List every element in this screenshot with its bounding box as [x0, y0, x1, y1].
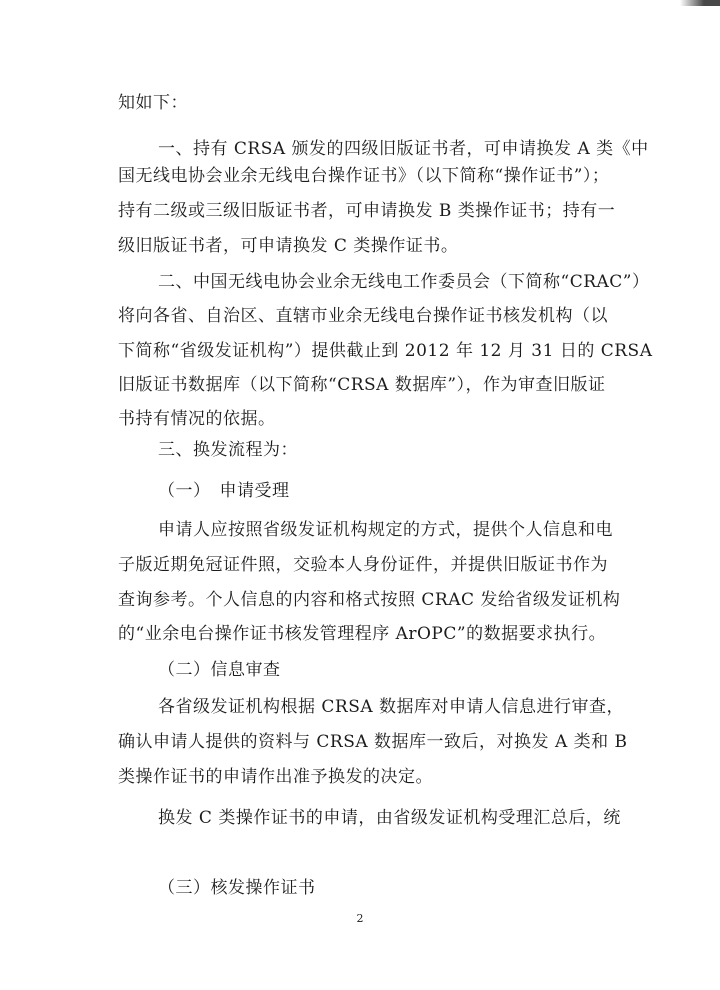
text-line: 换发 C 类操作证书的申请，由省级发证机构受理汇总后，统: [158, 808, 621, 828]
text-line: 书持有情况的依据。: [118, 409, 276, 429]
scan-corner-mark: [680, 0, 720, 6]
page-number: 2: [356, 912, 364, 925]
text-line: 类操作证书的申请作出准予换发的决定。: [118, 767, 433, 787]
text-line: 持有二级或三级旧版证书者，可申请换发 B 类操作证书；持有一: [118, 201, 616, 221]
subsection-heading: （一） 申请受理: [158, 481, 290, 501]
text-line: 确认申请人提供的资料与 CRSA 数据库一致后，对换发 A 类和 B: [118, 732, 628, 752]
text-line: 查询参考。个人信息的内容和格式按照 CRAC 发给省级发证机构: [118, 590, 621, 610]
text-line: 知如下：: [118, 93, 188, 113]
text-line: 级旧版证书者，可申请换发 C 类操作证书。: [118, 236, 459, 256]
text-line: 二、中国无线电协会业余无线电工作委员会（下简称“CRAC”）: [158, 272, 650, 292]
subsection-heading: （三）核发操作证书: [158, 878, 316, 898]
text-line: 的“业余电台操作证书核发管理程序 ArOPC”的数据要求执行。: [118, 624, 607, 644]
text-line: 子版近期免冠证件照，交验本人身份证件，并提供旧版证书作为: [118, 555, 608, 575]
text-line: 各省级发证机构根据 CRSA 数据库对申请人信息进行审查，: [158, 697, 625, 717]
section-heading: 三、换发流程为：: [158, 440, 298, 460]
text-line: 旧版证书数据库（以下简称“CRSA 数据库”），作为审查旧版证: [118, 375, 606, 395]
subsection-heading: （二）信息审查: [158, 660, 281, 680]
text-line: 将向各省、自治区、直辖市业余无线电台操作证书核发机构（以: [118, 306, 608, 326]
text-line: 一、持有 CRSA 颁发的四级旧版证书者，可申请换发 A 类《中: [158, 139, 649, 159]
text-line: 国无线电协会业余无线电台操作证书》（以下简称“操作证书”）；: [118, 166, 610, 186]
text-line: 申请人应按照省级发证机构规定的方式，提供个人信息和电: [158, 520, 613, 540]
text-line: 下简称“省级发证机构”）提供截止到 2012 年 12 月 31 日的 CRSA: [118, 341, 653, 361]
